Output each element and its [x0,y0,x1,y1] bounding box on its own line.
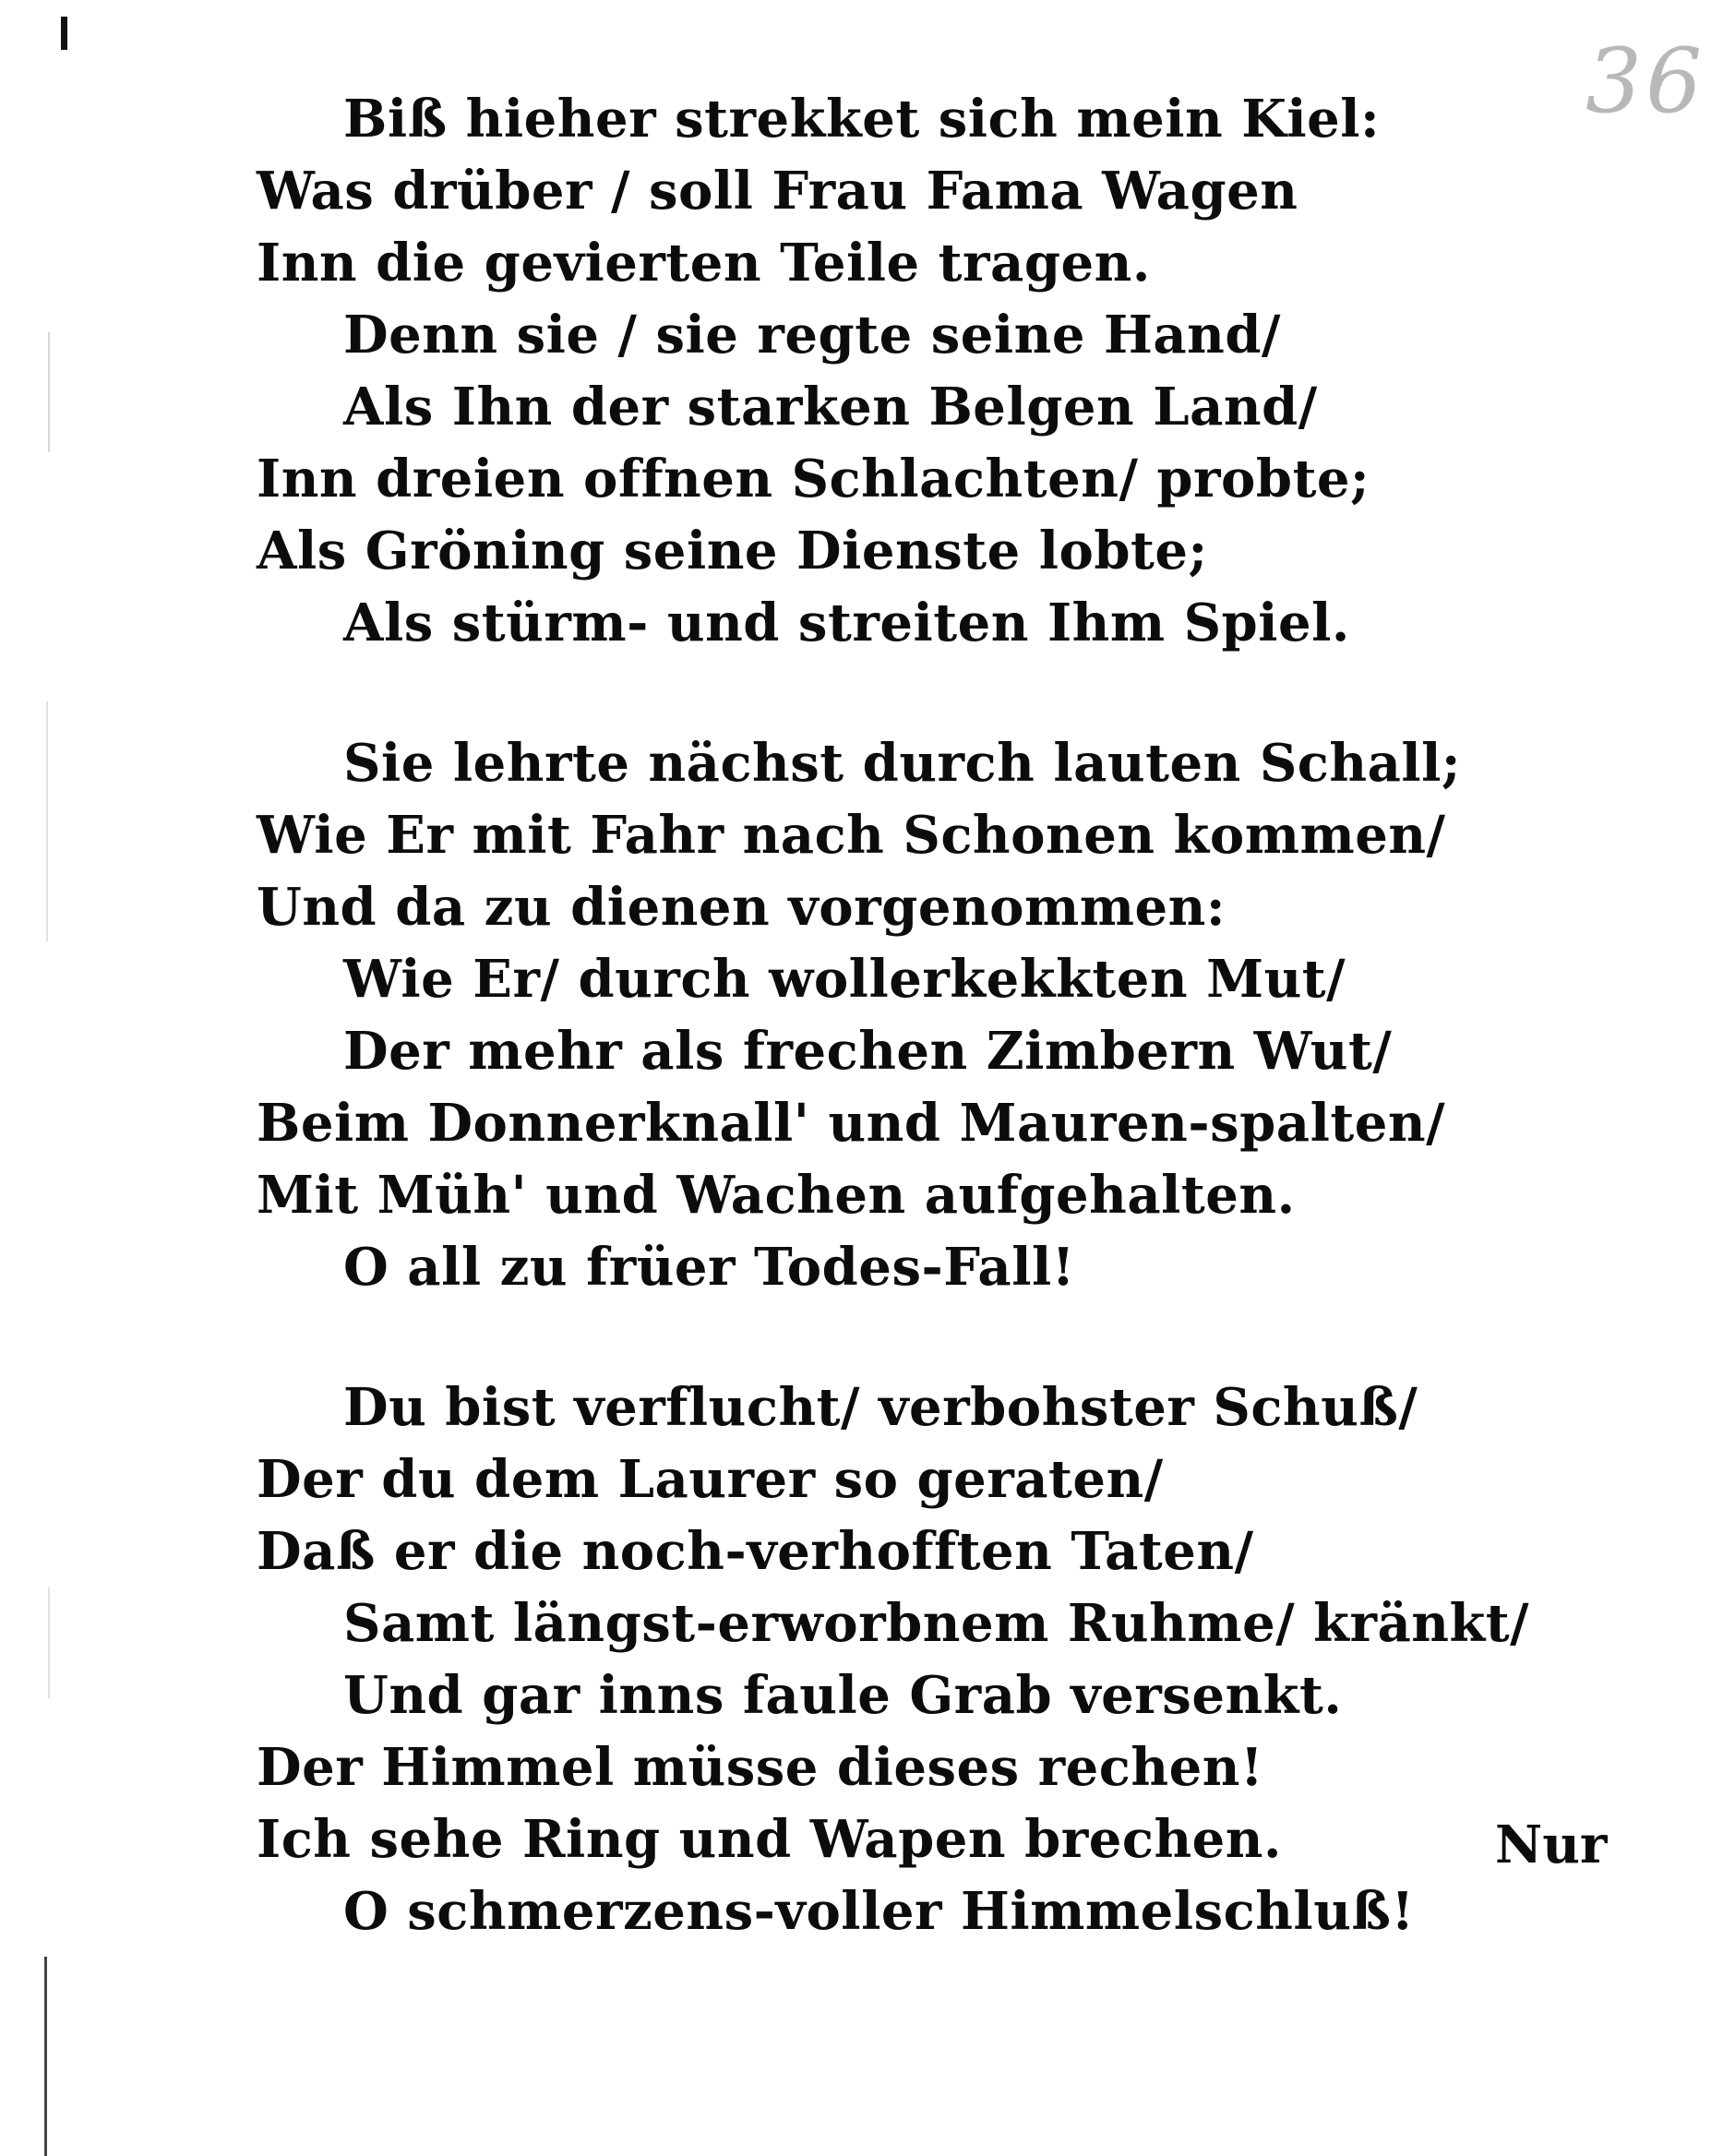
poem [257,83,1530,1947]
verse-line: Als Gröning seine Dienste lobte; [257,521,1208,581]
verse-line: Was drüber / soll Frau Fama Wagen [257,161,1298,222]
scan-edge-artifact [48,332,50,452]
scan-edge-artifact [48,1587,50,1698]
verse-line: Und gar inns faule Grab versenkt. [343,1665,1343,1726]
verse-line: Du bist verflucht/ verbohster Schuß/ [343,1377,1418,1438]
verse-line: Inn die gevierten Teile tragen. [257,233,1151,293]
folio-number: 36 [1585,30,1706,133]
verse-line: Als Ihn der starken Belgen Land/ [343,377,1318,437]
verse-line: Als stürm- und streiten Ihm Spiel. [343,593,1350,653]
stanza-3 [257,1371,1530,1947]
verse-line: Sie lehrte nächst durch lauten Schall; [343,733,1462,794]
stanza-1 [257,83,1456,659]
verse-line: O all zu früer Todes-Fall! [343,1237,1075,1298]
verse-line: Der du dem Laurer so geraten/ [257,1449,1164,1510]
verse-line: Der Himmel müsse dieses rechen! [257,1737,1264,1798]
verse-line: Mit Müh' und Wachen aufgehalten. [257,1165,1296,1226]
verse-line: Biß hieher strekket sich mein Kiel: [343,89,1381,150]
verse-line: Wie Er mit Fahr nach Schonen kommen/ [257,805,1446,866]
verse-line: O schmerzens-voller Himmelschluß! [343,1881,1415,1942]
verse-line: Beim Donnerknall' und Mauren-spalten/ [257,1093,1446,1154]
scan-edge-artifact [46,701,48,941]
verse-line: Denn sie / sie regte seine Hand/ [343,305,1281,365]
verse-line: Ich sehe Ring und Wapen brechen. [257,1809,1283,1870]
catchword: Nur [1495,1815,1608,1875]
verse-line: Daß er die noch-verhofften Taten/ [257,1521,1254,1582]
scan-corner-mark [61,17,67,50]
verse-line: Wie Er/ durch wollerkekkten Mut/ [343,949,1346,1010]
verse-line: Und da zu dienen vorgenommen: [257,877,1226,938]
verse-line: Der mehr als frechen Zimbern Wut/ [343,1021,1393,1082]
binding-edge [44,1957,47,2156]
stanza-2 [257,727,1462,1303]
verse-line: Samt längst-erworbnem Ruhme/ kränkt/ [343,1593,1530,1654]
verse-line: Inn dreien offnen Schlachten/ probte; [257,449,1370,509]
